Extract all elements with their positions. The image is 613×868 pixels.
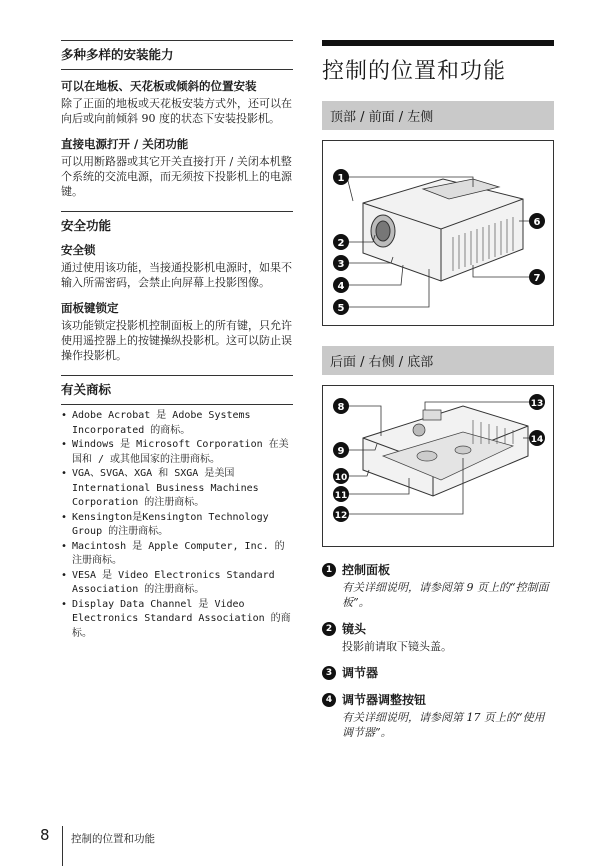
list-item: • Adobe Acrobat 是 Adobe Systems Incorporated 的商标。	[61, 409, 293, 438]
item-title: 控制面板	[342, 563, 391, 577]
power-body: 可以用断路器或其它开关直接打开 / 关闭本机整个系统的交流电源，而无须按下投影机上的电源键。	[61, 155, 292, 198]
install-body: 除了正面的地板或天花板安装方式外，还可以在向后或向前倾斜 90 度的状态下安装投影机。	[61, 97, 292, 125]
callout-3: 3	[337, 259, 345, 270]
section-band-front: 顶部 / 前面 / 左侧	[322, 101, 554, 130]
footer-divider	[62, 826, 63, 866]
callout-1: 1	[337, 173, 345, 184]
list-item: • VGA、SVGA、XGA 和 SXGA 是美国 International Business Machines Corporation 的注册商标。	[61, 467, 293, 511]
list-item	[322, 691, 554, 740]
footer-label: 控制的位置和功能	[71, 833, 155, 845]
item-description: 投影前请取下镜头盖。	[342, 640, 452, 653]
callout-10: 10	[334, 473, 348, 483]
callout-5: 5	[337, 303, 345, 314]
callout-14: 14	[530, 435, 544, 445]
item-description: 有关详细说明，请参阅第 9 页上的“控制面板”。	[342, 581, 549, 609]
callout-11: 11	[334, 491, 348, 501]
panel-body: 该功能锁定投影机控制面板上的所有键，只允许使用遥控器上的按键操纵投影机。这可以防止误操作投影机。	[61, 319, 292, 362]
lock-body: 通过使用该功能，当接通投影机电源时，如果不输入所需密码，会禁止向屏幕上投影图像。	[61, 261, 292, 289]
projector-front-figure	[322, 140, 554, 326]
divider	[61, 375, 293, 376]
left-column	[61, 40, 293, 641]
item-title: 镜头	[342, 622, 367, 636]
install-subheading: 可以在地板、天花板或倾斜的位置安装	[61, 79, 257, 93]
title-bar	[322, 40, 554, 46]
projector-rear-figure	[322, 385, 554, 547]
power-subheading: 直接电源打开 / 关闭功能	[61, 137, 189, 151]
item-title: 调节器调整按钮	[342, 693, 427, 707]
item-list	[322, 561, 554, 740]
panel-subheading: 面板键锁定	[61, 301, 119, 315]
list-item: • Kensington是Kensington Technology Group 的注册商标。	[61, 511, 293, 540]
list-item: • Windows 是 Microsoft Corporation 在美国和 / 或其他国家的注册商标。	[61, 438, 293, 467]
item-title: 调节器	[342, 666, 379, 680]
item-number: 2	[322, 622, 336, 636]
page-title: 控制的位置和功能	[322, 59, 507, 84]
list-item: • VESA 是 Video Electronics Standard Association 的注册商标。	[61, 569, 293, 598]
lock-subheading: 安全锁	[61, 243, 96, 257]
list-item: • Macintosh 是 Apple Computer, Inc. 的注册商标。	[61, 540, 293, 569]
section-title-security: 安全功能	[61, 218, 112, 233]
callout-12: 12	[334, 511, 348, 521]
callout-6: 6	[533, 217, 541, 228]
callout-2: 2	[337, 238, 345, 249]
projector-rear-illustration	[323, 386, 553, 546]
item-number: 4	[322, 693, 336, 707]
callout-9: 9	[337, 446, 345, 457]
list-item	[322, 620, 554, 654]
section-band-rear: 后面 / 右侧 / 底部	[322, 346, 554, 375]
divider	[61, 211, 293, 212]
callout-8: 8	[337, 402, 345, 413]
trademark-list	[61, 409, 293, 641]
projector-front-illustration	[323, 141, 553, 325]
item-description: 有关详细说明，请参阅第 17 页上的“使用调节器”。	[342, 711, 545, 739]
list-item	[322, 664, 554, 681]
callout-13: 13	[530, 399, 544, 409]
divider	[61, 69, 293, 70]
item-number: 3	[322, 666, 336, 680]
item-number: 1	[322, 563, 336, 577]
callout-4: 4	[337, 281, 345, 292]
list-item	[322, 561, 554, 610]
divider	[61, 404, 293, 405]
page-number: 8	[40, 826, 50, 844]
section-title-trademarks: 有关商标	[61, 382, 112, 397]
right-column	[322, 40, 554, 750]
list-item: • Display Data Channel 是 Video Electronics Standard Association 的商标。	[61, 598, 293, 642]
section-title-install: 多种多样的安装能力	[61, 47, 174, 62]
page-footer	[40, 826, 240, 856]
divider	[61, 40, 293, 41]
callout-7: 7	[533, 273, 541, 284]
